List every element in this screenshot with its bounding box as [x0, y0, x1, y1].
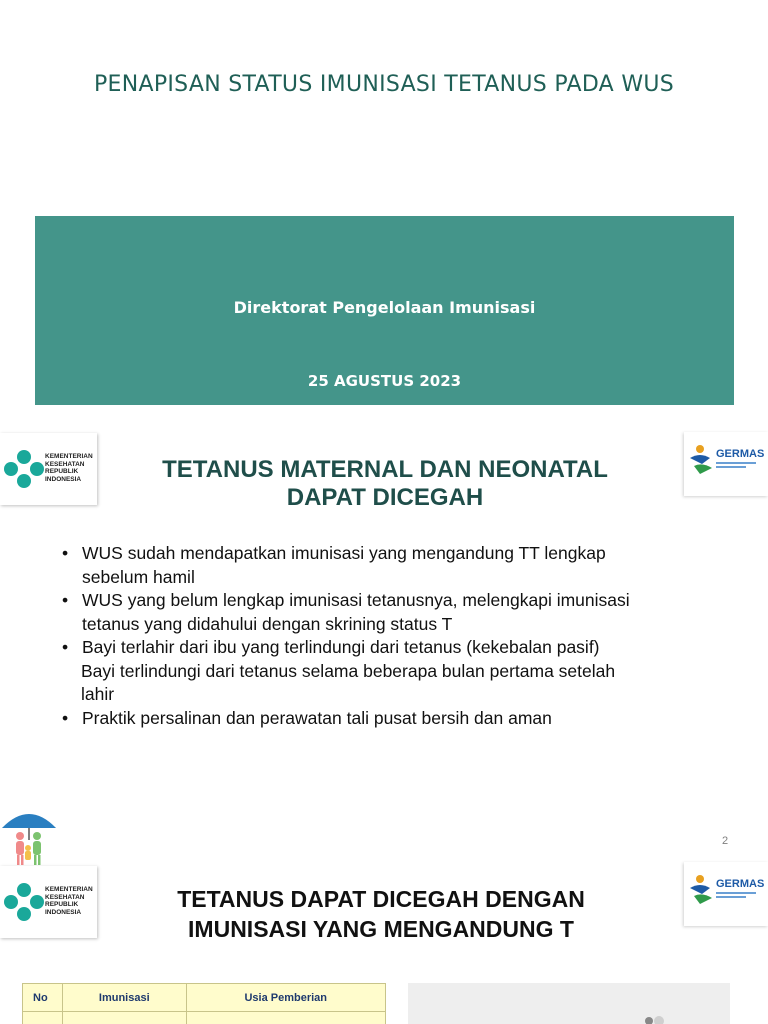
germas-wordmark: GERMAS [716, 878, 765, 890]
germas-figure-icon [688, 444, 716, 476]
slide-image [408, 983, 730, 1024]
kemenkes-emblem-icon [3, 882, 45, 922]
section-title: TETANUS DAPAT DICEGAH DENGAN IMUNISASI YANG MENGANDUNG T [177, 886, 585, 942]
kemenkes-logo [0, 866, 97, 938]
table-row [23, 1012, 386, 1024]
kemenkes-emblem-icon [3, 449, 45, 489]
germas-logo [684, 862, 768, 926]
list-item: sebelum hamil [82, 566, 195, 587]
list-item: • Praktik persalinan dan perawatan tali pusat bersih dan aman [62, 707, 552, 728]
list-item: • WUS sudah mendapatkan imunisasi yang mengandung TT lengkap [62, 543, 606, 563]
column-header: Imunisasi [63, 984, 187, 1012]
kemenkes-text: KEMENTERIAN KESEHATAN REPUBLIK INDONESIA [45, 453, 93, 483]
list-item: • WUS yang belum lengkap imunisasi tetanusnya, melengkapi imunisasi [62, 590, 630, 610]
germas-figure-icon [688, 874, 716, 906]
family-umbrella-icon [0, 806, 58, 868]
page-number: 2 [722, 835, 729, 847]
title-banner [35, 216, 734, 405]
immunization-table [22, 983, 386, 1024]
column-header: Usia Pemberian [186, 984, 385, 1012]
germas-tagline-line [716, 462, 756, 464]
figure-icon [642, 1013, 666, 1024]
germas-tagline-line [716, 466, 746, 468]
list-item: Bayi terlindungi dari tetanus selama beberapa bulan pertama setelah [81, 660, 616, 681]
column-header: No [23, 984, 63, 1012]
section-title: TETANUS MATERNAL DAN NEONATAL DAPAT DICEGAH [162, 456, 608, 511]
kemenkes-logo [0, 433, 97, 505]
germas-logo [684, 432, 768, 496]
table-header-row [23, 984, 386, 1012]
list-item: • Bayi terlahir dari ibu yang terlindungi dari tetanus (kekebalan pasif) [62, 637, 600, 657]
list-item: lahir [81, 684, 115, 704]
germas-wordmark: GERMAS [716, 448, 765, 460]
kemenkes-text: KEMENTERIAN KESEHATAN REPUBLIK INDONESIA [45, 886, 93, 916]
presentation-date: 25 AGUSTUS 2023 [307, 372, 462, 390]
germas-tagline-line [716, 892, 756, 894]
list-item: tetanus yang didahului dengan skrining status T [82, 613, 453, 634]
bullet-list [62, 542, 702, 730]
directorate-label: Direktorat Pengelolaan Imunisasi [233, 298, 536, 317]
germas-tagline-line [716, 896, 746, 898]
slide-title: PENAPISAN STATUS IMUNISASI TETANUS PADA WUS [93, 72, 675, 97]
